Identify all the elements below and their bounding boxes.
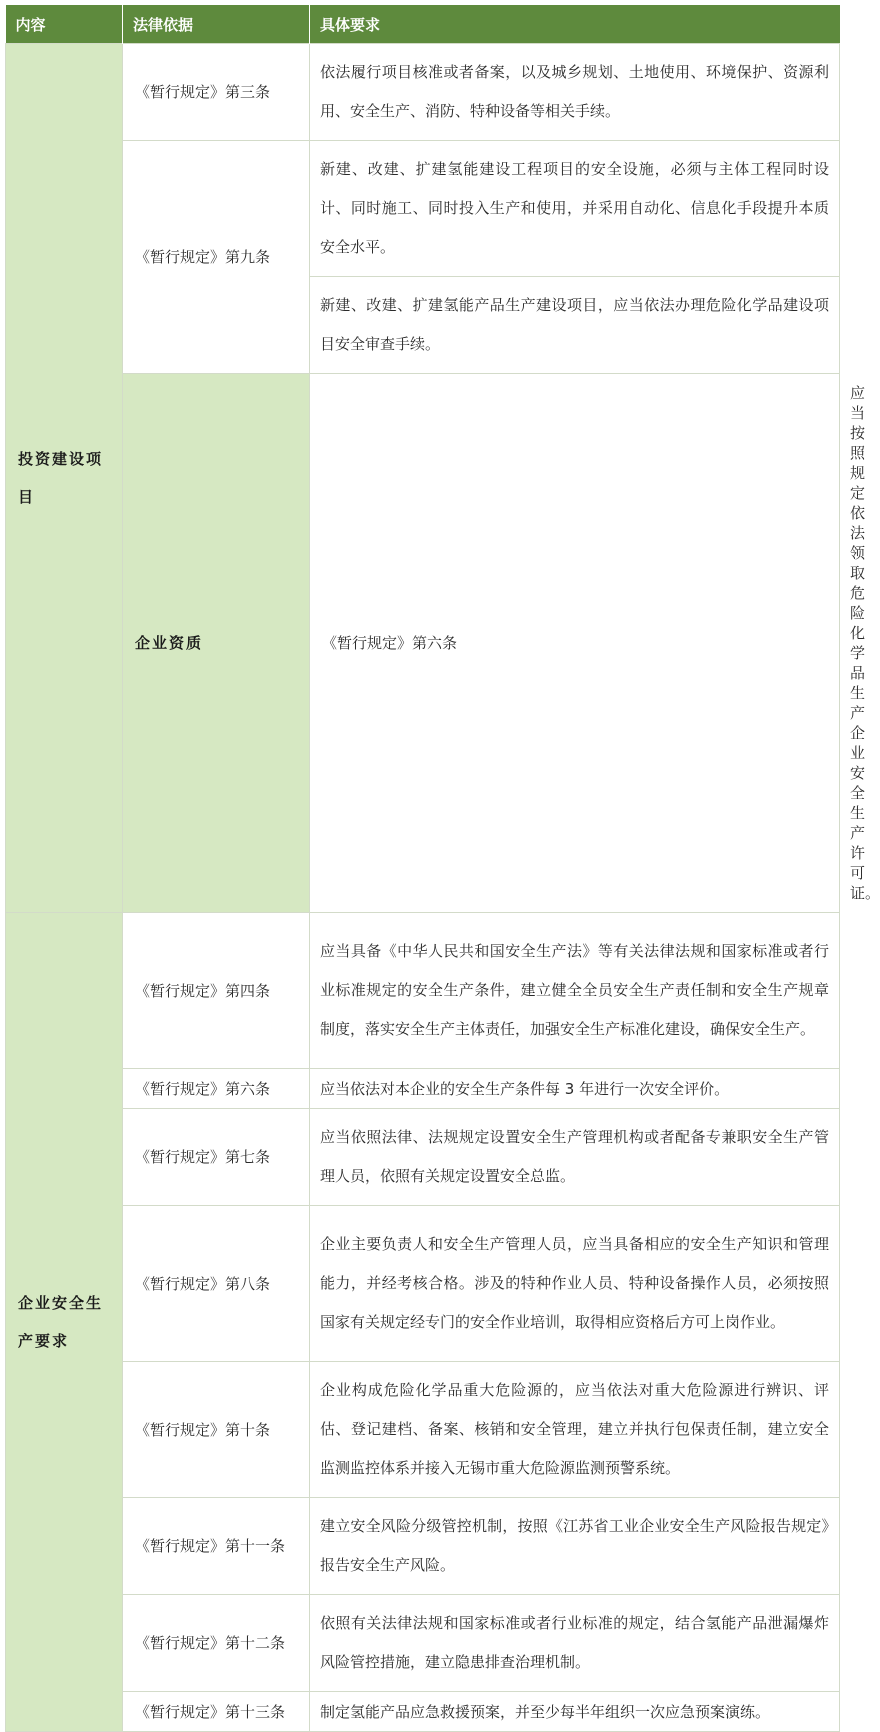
requirement: 新建、改建、扩建氢能建设工程项目的安全设施，必须与主体工程同时设计、同时施工、同时投入生产和使用，并采用自动化、信息化手段提升本质安全水平。 [310, 141, 840, 277]
requirement: 制定氢能产品应急救援预案，并至少每半年组织一次应急预案演练。 [310, 1692, 840, 1732]
legal-basis: 《暂行规定》第十条 [123, 1362, 310, 1498]
category-investment: 投资建设项目 [6, 44, 123, 913]
category-safety: 企业安全生产要求 [6, 913, 123, 1732]
requirement: 企业主要负责人和安全生产管理人员，应当具备相应的安全生产知识和管理能力，并经考核合格。涉及的特种作业人员、特种设备操作人员，必须按照国家有关规定经专门的安全作业培训，取得相应资格后方可上岗作业。 [310, 1206, 840, 1362]
table-row [6, 1692, 840, 1732]
requirement: 应当依照法律、法规规定设置安全生产管理机构或者配备专兼职安全生产管理人员，依照有关规定设置安全总监。 [310, 1109, 840, 1206]
requirement: 建立安全风险分级管控机制，按照《江苏省工业企业安全生产风险报告规定》报告安全生产风险。 [310, 1498, 840, 1595]
header-requirement: 具体要求 [310, 5, 840, 44]
table-row [6, 44, 840, 141]
regulation-table [5, 5, 880, 1732]
legal-basis: 《暂行规定》第十二条 [123, 1595, 310, 1692]
table-row [6, 1498, 840, 1595]
table-row [6, 1595, 840, 1692]
legal-basis: 《暂行规定》第四条 [123, 913, 310, 1069]
header-content: 内容 [6, 5, 123, 44]
requirement: 新建、改建、扩建氢能产品生产建设项目，应当依法办理危险化学品建设项目安全审查手续。 [310, 277, 840, 374]
legal-basis: 《暂行规定》第七条 [123, 1109, 310, 1206]
legal-basis: 《暂行规定》第三条 [123, 44, 310, 141]
legal-basis: 《暂行规定》第六条 [310, 374, 840, 913]
requirement: 应当依法对本企业的安全生产条件每 3 年进行一次安全评价。 [310, 1069, 840, 1109]
legal-basis: 《暂行规定》第十三条 [123, 1692, 310, 1732]
legal-basis: 《暂行规定》第六条 [123, 1069, 310, 1109]
table-header-row [6, 5, 840, 44]
requirement: 应当具备《中华人民共和国安全生产法》等有关法律法规和国家标准或者行业标准规定的安全生产条件，建立健全全员安全生产责任制和安全生产规章制度，落实安全生产主体责任，加强安全生产标准化建设，确保安全生产。 [310, 913, 840, 1069]
legal-basis: 《暂行规定》第十一条 [123, 1498, 310, 1595]
table-row [6, 141, 840, 277]
table-row [6, 1069, 840, 1109]
legal-basis: 《暂行规定》第九条 [123, 141, 310, 374]
table-row [6, 1206, 840, 1362]
requirement: 依照有关法律法规和国家标准或者行业标准的规定，结合氢能产品泄漏爆炸风险管控措施，建立隐患排查治理机制。 [310, 1595, 840, 1692]
legal-basis: 《暂行规定》第八条 [123, 1206, 310, 1362]
table-row [6, 1109, 840, 1206]
requirement: 企业构成危险化学品重大危险源的，应当依法对重大危险源进行辨识、评估、登记建档、备案、核销和安全管理，建立并执行包保责任制，建立安全监测监控体系并接入无锡市重大危险源监测预警系统。 [310, 1362, 840, 1498]
category-qualification: 企业资质 [123, 374, 310, 913]
table-row [6, 913, 840, 1069]
table-row [6, 1362, 840, 1498]
requirement: 依法履行项目核准或者备案，以及城乡规划、土地使用、环境保护、资源利用、安全生产、消防、特种设备等相关手续。 [310, 44, 840, 141]
table-row: 企业资质 《暂行规定》第六条 应当按照规定依法领取危险化学品生产企业安全生产许可证。 [6, 374, 840, 913]
header-legal-basis: 法律依据 [123, 5, 310, 44]
